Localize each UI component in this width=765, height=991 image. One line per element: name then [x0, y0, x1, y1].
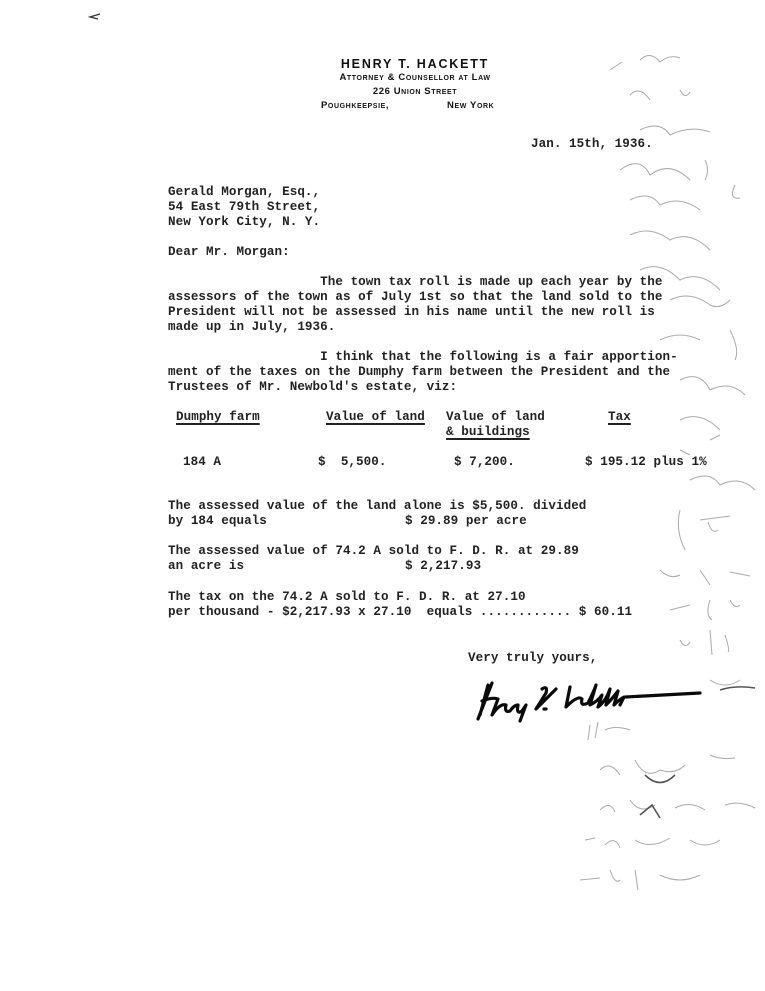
cell-value-land-buildings: $ 7,200.: [454, 455, 515, 469]
calc-value: $ 29.89 per acre: [405, 514, 527, 528]
corner-pen-mark: [88, 12, 102, 20]
calc-value: $ 2,217.93: [405, 559, 482, 573]
cell-tax: $ 195.12 plus 1%: [585, 455, 707, 469]
letterhead-city: Poughkeepsie,: [321, 100, 390, 111]
paragraph-line: ment of the taxes on the Dumphy farm between the President and the: [168, 365, 671, 379]
calc-line: The assessed value of the land alone is $5,500. divided: [168, 499, 587, 513]
paragraph-line: President will not be assessed in his name until the new roll is: [168, 305, 655, 319]
letter-date: Jan. 15th, 1936.: [531, 137, 653, 151]
header-value-land-buildings-2: & buildings: [446, 425, 530, 439]
letterhead-street: 226 Union Street: [372, 86, 458, 97]
cell-acreage: 184 A: [183, 455, 222, 469]
paragraph-line: Trustees of Mr. Newbold's estate, viz:: [168, 380, 458, 394]
paragraph-line: made up in July, 1936.: [168, 320, 336, 334]
recipient-street: 54 East 79th Street,: [168, 200, 321, 214]
calc-line: The assessed value of 74.2 A sold to F. D. R. at 29.89: [168, 544, 579, 558]
paragraph-line: assessors of the town as of July 1st so that the land sold to the: [168, 290, 663, 304]
letterhead-title: Attorney & Counsellor at Law: [339, 72, 491, 83]
recipient-city: New York City, N. Y.: [168, 215, 321, 229]
margin-shorthand-notes: [560, 40, 765, 890]
recipient-name: Gerald Morgan, Esq.,: [168, 185, 321, 199]
header-value-of-land: Value of land: [326, 410, 425, 424]
salutation: Dear Mr. Morgan:: [168, 245, 290, 259]
header-value-land-buildings-1: Value of land: [446, 410, 545, 424]
paragraph-line: The town tax roll is made up each year by the: [168, 275, 663, 289]
cell-value-of-land: $ 5,500.: [318, 455, 387, 469]
letterhead-name: HENRY T. HACKETT: [340, 57, 490, 71]
calc-label: by 184 equals: [168, 514, 267, 528]
calc-label: an acre is: [168, 559, 245, 573]
header-tax: Tax: [608, 410, 631, 424]
calc-line: per thousand - $2,217.93 x 27.10 equals ............ $ 60.11: [168, 605, 633, 619]
header-dumphy-farm: Dumphy farm: [176, 410, 260, 424]
paragraph-line: I think that the following is a fair apportion-: [168, 350, 678, 364]
closing: Very truly yours,: [468, 651, 598, 665]
calc-line: The tax on the 74.2 A sold to F. D. R. at 27.10: [168, 590, 526, 604]
letterhead-state: New York: [447, 100, 495, 111]
